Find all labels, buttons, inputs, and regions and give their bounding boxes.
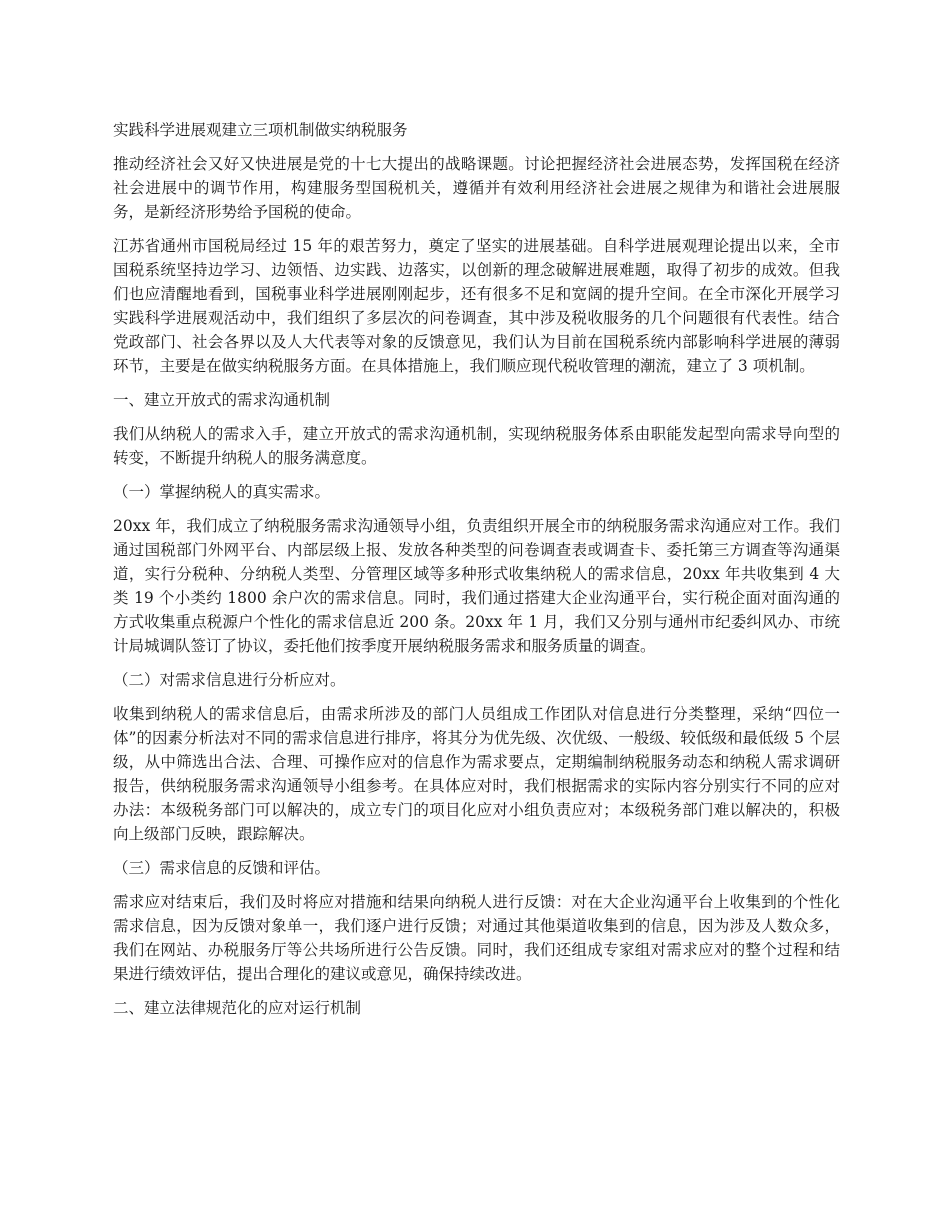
paragraph-background: 江苏省通州市国税局经过 15 年的艰苦努力，奠定了坚实的进展基础。自科学进展观理论提出以来，全市国税系统坚持边学习、边领悟、边实践、边落实，以创新的理念破解进展难题，取得了初步的成效。但我们也应清醒地看到，国税事业科学进展刚刚起步，还有很多不足和宽阔的提升空间。在全市深化开展学习实践科学进展观活动中，我们组织了多层次的问卷调查，其中涉及税收服务的几个问题很有代表性。结合党政部门、社会各界以及人大代表等对象的反馈意见，我们认为目前在国税系统内部影响科学进展的薄弱环节，主要是在做实纳税服务方面。在具体措施上，我们顺应现代税收管理的潮流，建立了 3 项机制。 (113, 237, 840, 375)
paragraph-subsection-1-3: 需求应对结束后，我们及时将应对措施和结果向纳税人进行反馈：对在大企业沟通平台上收集到的个性化需求信息，因为反馈对象单一，我们逐户进行反馈；对通过其他渠道收集到的信息，因为涉及人数众多，我们在网站、办税服务厅等公共场所进行公告反馈。同时，我们还组成专家组对需求应对的整个过程和结果进行绩效评估，提出合理化的建议或意见，确保持续改进。 (113, 893, 840, 983)
subsection-heading-1-3: （三）需求信息的反馈和评估。 (113, 859, 331, 877)
document-title: 实践科学进展观建立三项机制做实纳税服务 (113, 121, 408, 139)
paragraph-section-1: 我们从纳税人的需求入手，建立开放式的需求沟通机制，实现纳税服务体系由职能发起型向需求导向型的转变，不断提升纳税人的服务满意度。 (113, 425, 840, 467)
subsection-heading-1-2: （二）对需求信息进行分析应对。 (113, 671, 346, 689)
document-body (113, 152, 840, 1020)
paragraph-subsection-1-1: 20xx 年，我们成立了纳税服务需求沟通领导小组，负责组织开展全市的纳税服务需求沟通应对工作。我们通过国税部门外网平台、内部层级上报、发放各种类型的问卷调查表或调查卡、委托第三方调查等沟通渠道，实行分税种、分纳税人类型、分管理区域等多种形式收集纳税人的需求信息，20xx 年共收集到 4 大类 19 个小类约 1800 余户次的需求信息。同时，我们通过搭建大企业沟通平台，实行税企面对面沟通的方式收集重点税源户个性化的需求信息近 200 条。20xx 年 1 月，我们又分别与通州市纪委纠风办、市统计局城调队签订了协议，委托他们按季度开展纳税服务需求和服务质量的调查。 (113, 517, 840, 655)
paragraph-intro: 推动经济社会又好又快进展是党的十七大提出的战略课题。讨论把握经济社会进展态势，发挥国税在经济社会进展中的调节作用，构建服务型国税机关，遵循并有效利用经济社会进展之规律为和谐社会进展服务，是新经济形势给予国税的使命。 (113, 155, 840, 221)
section-heading-2: 二、建立法律规范化的应对运行机制 (113, 999, 362, 1017)
section-heading-1: 一、建立开放式的需求沟通机制 (113, 391, 331, 409)
document-page (113, 118, 840, 1030)
subsection-heading-1-1: （一）掌握纳税人的真实需求。 (113, 483, 331, 501)
paragraph-subsection-1-2: 收集到纳税人的需求信息后，由需求所涉及的部门人员组成工作团队对信息进行分类整理，采纳“四位一体”的因素分析法对不同的需求信息进行排序，将其分为优先级、次优级、一般级、较低级和最低级 5 个层级，从中筛选出合法、合理、可操作应对的信息作为需求要点，定期编制纳税服务动态和纳税人需求调研报告，供纳税服务需求沟通领导小组参考。在具体应对时，我们根据需求的实际内容分别实行不同的应对办法：本级税务部门可以解决的，成立专门的项目化应对小组负责应对；本级税务部门难以解决的，积极向上级部门反映，跟踪解决。 (113, 705, 840, 843)
